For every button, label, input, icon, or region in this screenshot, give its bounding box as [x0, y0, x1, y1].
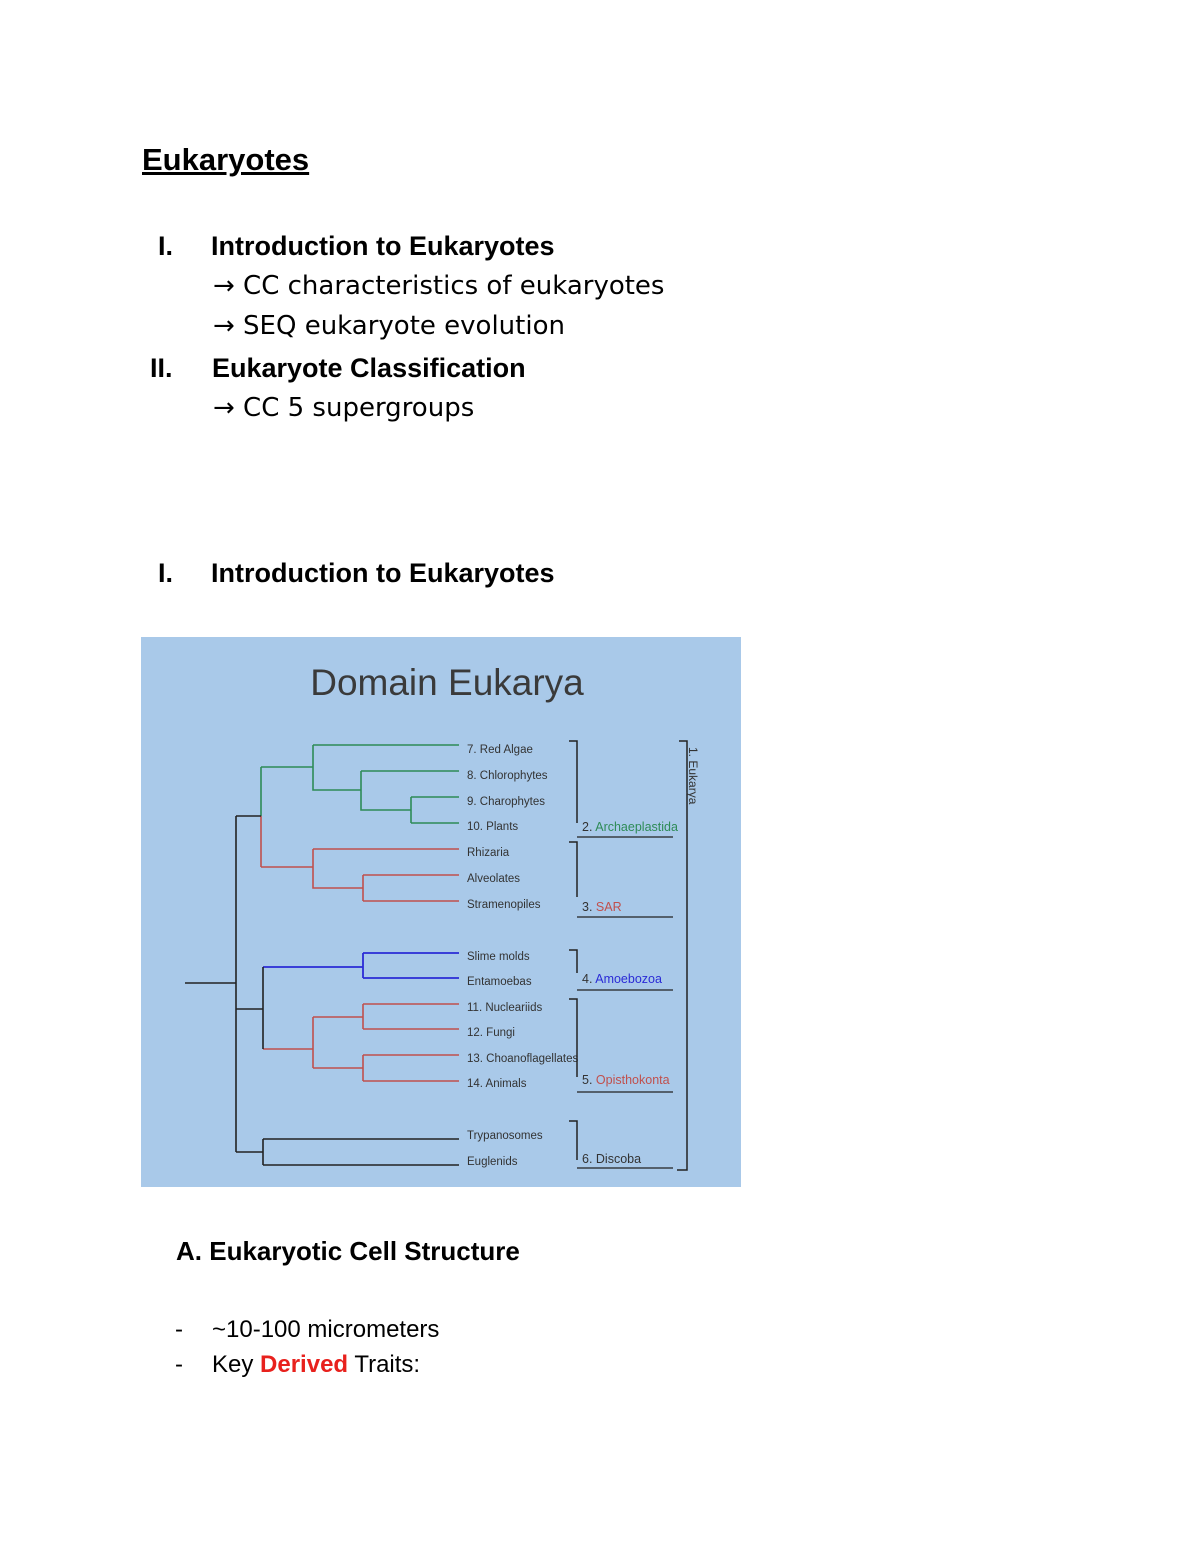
- group-label-eukarya: 1. Eukarya: [686, 747, 700, 805]
- taxon-label: 11. Nucleariids: [467, 1002, 543, 1014]
- traits-suffix: Traits:: [348, 1351, 421, 1378]
- figure-title: Domain Eukarya: [310, 662, 584, 703]
- outline-num-2: II.: [150, 353, 173, 383]
- domain-eukarya-figure: [141, 637, 741, 1187]
- bullet-traits: [212, 1351, 420, 1379]
- taxon-label: 14. Animals: [467, 1078, 527, 1090]
- taxon-label: 8. Chlorophytes: [467, 770, 548, 782]
- taxon-label: Rhizaria: [467, 847, 510, 859]
- group-label-opisthokonta: 5. Opisthokonta: [582, 1073, 670, 1087]
- group-label-amoebozoa: 4. Amoebozoa: [582, 972, 662, 986]
- outline-title-2: Eukaryote Classification: [212, 353, 526, 383]
- taxon-label: 9. Charophytes: [467, 796, 545, 808]
- bullet-mark: -: [175, 1351, 183, 1378]
- taxon-label: Trypanosomes: [467, 1130, 543, 1142]
- taxon-label: Stramenopiles: [467, 899, 541, 911]
- traits-prefix: Key: [212, 1351, 261, 1378]
- subsection-heading: A. Eukaryotic Cell Structure: [176, 1236, 520, 1266]
- page-title: Eukaryotes: [142, 142, 310, 177]
- group-label-sar: 3. SAR: [582, 900, 622, 914]
- taxon-label: Slime molds: [467, 951, 530, 963]
- outline-sub-3: → CC 5 supergroups: [213, 393, 475, 423]
- figure-background: [141, 637, 741, 1187]
- outline-num-1: I.: [158, 231, 174, 261]
- section-num: I.: [158, 558, 174, 588]
- taxon-label: Euglenids: [467, 1156, 518, 1168]
- taxon-label: 10. Plants: [467, 821, 519, 833]
- group-label-archaeplastida: 2. Archaeplastida: [582, 820, 678, 834]
- outline-sub-1: → CC characteristics of eukaryotes: [213, 271, 665, 301]
- derived-word: Derived: [260, 1351, 349, 1378]
- taxon-label: Alveolates: [467, 873, 521, 885]
- outline-sub-2: → SEQ eukaryote evolution: [213, 311, 565, 341]
- bullet-size: ~10-100 micrometers: [212, 1316, 440, 1343]
- taxon-label: 13. Choanoflagellates: [467, 1053, 579, 1065]
- outline-title-1: Introduction to Eukaryotes: [211, 231, 555, 261]
- taxon-label: 12. Fungi: [467, 1027, 515, 1039]
- taxon-label: 7. Red Algae: [467, 744, 533, 756]
- bullet-mark: -: [175, 1316, 183, 1343]
- taxon-label: Entamoebas: [467, 976, 532, 988]
- section-title: Introduction to Eukaryotes: [211, 558, 555, 588]
- group-label-discoba: 6. Discoba: [582, 1152, 642, 1166]
